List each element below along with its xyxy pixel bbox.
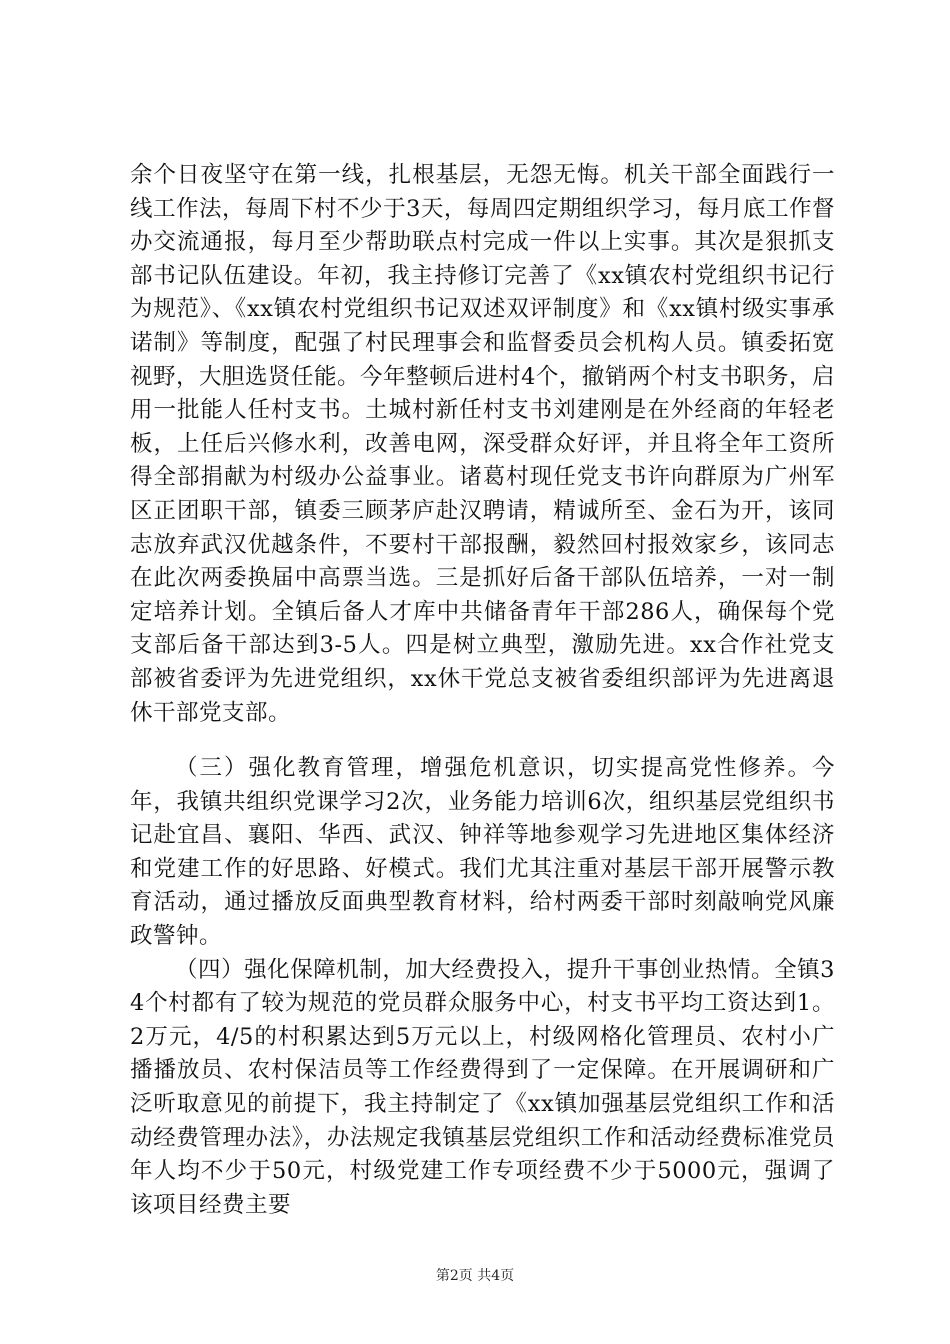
paragraph-education-management: （三）强化教育管理，增强危机意识，切实提高党性修养。今年，我镇共组织党课学习2次，业务能力培训6次，组织基层党组织书记赴宜昌、襄阳、华西、武汉、钟祥等地参观学习先进地区集体经济和党建工作的好思路、好模式。我们尤其注重对基层干部开展警示教育活动，通过播放反面典型教育材料，给村两委干部时刻敲响党风廉政警钟。	[130, 755, 835, 950]
paragraph-funding-guarantee: （四）强化保障机制，加大经费投入，提升干事创业热情。全镇34个村都有了较为规范的党员群众服务中心，村支书平均工资达到1。2万元，4/5的村积累达到5万元以上，村级网格化管理员、农村小广播播放员、农村保洁员等工作经费得到了一定保障。在开展调研和广泛听取意见的前提下，我主持制定了《xx镇加强基层党组织工作和活动经费管理办法》，办法规定我镇基层党组织工作和活动经费标准党员年人均不少于50元，村级党建工作专项经费不少于5000元，强调了该项目经费主要	[130, 956, 835, 1218]
document-body	[130, 159, 835, 1222]
paragraph-cadre-team-building: 余个日夜坚守在第一线，扎根基层，无怨无悔。机关干部全面践行一线工作法，每周下村不少于3天，每周四定期组织学习，每月底工作督办交流通报，每月至少帮助联点村完成一件以上实事。其次是狠抓支部书记队伍建设。年初，我主持修订完善了《xx镇农村党组织书记行为规范》、《xx镇农村党组织书记双述双评制度》和《xx镇村级实事承诺制》等制度，配强了村民理事会和监督委员会机构人员。镇委拓宽视野，大胆选贤任能。今年整顿后进村4个，撤销两个村支书职务，启用一批能人任村支书。土城村新任村支书刘建刚是在外经商的年轻老板，上任后兴修水利，改善电网，深受群众好评，并且将全年工资所得全部捐献为村级办公益事业。诸葛村现任党支书许向群原为广州军区正团职干部，镇委三顾茅庐赴汉聘请，精诚所至、金石为开，该同志放弃武汉优越条件，不要村干部报酬，毅然回村报效家乡，该同志在此次两委换届中高票当选。三是抓好后备干部队伍培养，一对一制定培养计划。全镇后备人才库中共储备青年干部286人，确保每个党支部后备干部达到3-5人。四是树立典型，激励先进。xx合作社党支部被省委评为先进党组织，xx休干党总支被省委组织部评为先进离退休干部党支部。	[130, 162, 835, 726]
paragraph-gap	[130, 730, 835, 752]
page-number-footer: 第2页 共4页	[435, 1268, 515, 1284]
